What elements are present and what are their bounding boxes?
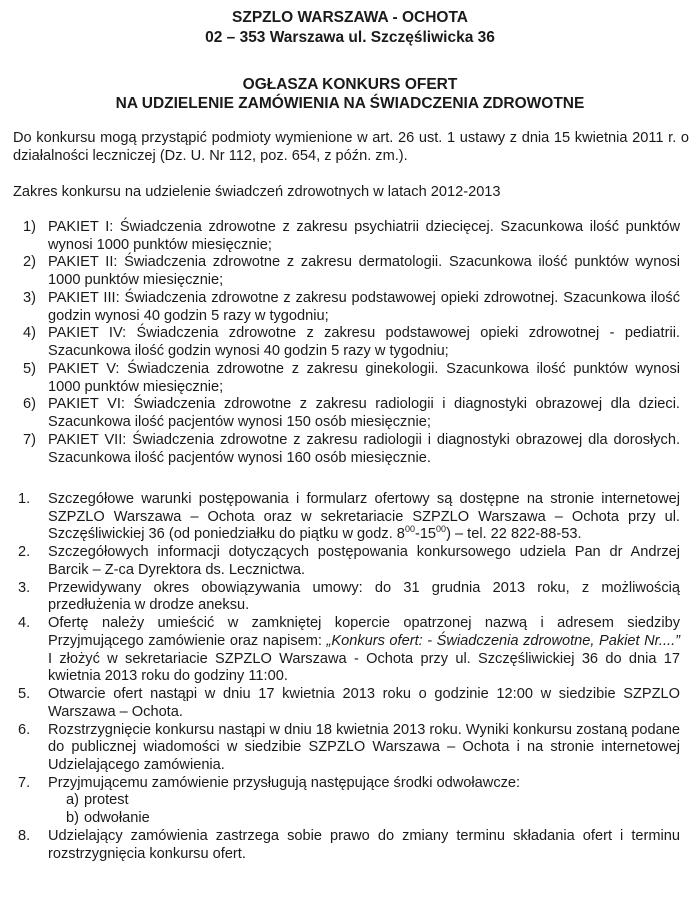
package-text: PAKIET I: Świadczenia zdrowotne z zakresu psychiatrii dziecięcej. Szacunkowa ilość punktów wynosi 1000 punktów miesięcznie; <box>48 219 680 253</box>
term-text: Udzielający zamówienia zastrzega sobie prawo do zmiany terminu składania ofert i terminu rozstrzygnięcia konkursu ofert. <box>48 828 680 862</box>
term-number: 1. <box>18 491 31 507</box>
hour-superscript: 00 <box>404 524 415 535</box>
appeal-measure-text: protest <box>84 792 129 809</box>
package-item <box>10 254 680 289</box>
term-number: 7. <box>18 774 31 791</box>
package-item <box>10 219 680 254</box>
package-number: 6) <box>23 396 36 413</box>
term-text-part: Ofertę należy umieścić w zamkniętej kopercie opatrzonej nazwą i adresem siedziby Przyjmującego zamówienie oraz napisem: <box>48 615 680 649</box>
term-item <box>10 544 680 579</box>
term-text: Otwarcie ofert nastąpi w dniu 17 kwietnia 2013 roku o godzinie 12:00 w siedzibie SZPZLO Warszawa – Ochota. <box>48 686 680 720</box>
package-list <box>10 219 680 467</box>
term-item <box>10 686 680 721</box>
term-text: Szczegółowych informacji dotyczących postępowania konkursowego udziela Pan dr Andrzej Barcik – Z-ca Dyrektora ds. Lecznictwa. <box>48 544 680 578</box>
hour-superscript: 00 <box>436 524 447 535</box>
package-item <box>10 361 680 396</box>
package-number: 3) <box>23 289 36 306</box>
announcement-subtitle: NA UDZIELENIE ZAMÓWIENIA NA ŚWIADCZENIA ZDROWOTNE <box>115 95 585 112</box>
envelope-label: „Konkurs ofert: - Świadczenia zdrowotne, Pakiet Nr....” <box>326 632 681 649</box>
term-text-part: Szczegółowe warunki postępowania i formularz ofertowy są dostępne na stronie internetowej SZPZLO Warszawa – Ochota oraz w sekretariacie SZPZLO Warszawa – Ochota przy ul. Szczęśliwickiej 36 (od poniedziałku do piątku w godz. 8 <box>48 491 680 543</box>
term-item <box>10 491 680 544</box>
appeal-measure-letter: a) <box>66 792 79 809</box>
institution-name: SZPZLO WARSZAWA - OCHOTA <box>232 9 468 26</box>
appeal-measures-list <box>48 792 680 827</box>
term-number: 4. <box>18 615 31 632</box>
intro-paragraph: Do konkursu mogą przystąpić podmioty wymienione w art. 26 ust. 1 ustawy z dnia 15 kwietnia 2011 r. o działalności leczniczej (Dz. U. Nr 112, poz. 654, z późn. zm.). <box>13 130 689 164</box>
term-number: 8. <box>18 828 31 845</box>
package-text: PAKIET VII: Świadczenia zdrowotne z zakresu radiologii i diagnostyki obrazowej dla dorosłych. Szacunkowa ilość pacjentów wynosi 160 osób miesięcznie. <box>48 431 680 466</box>
term-item <box>10 775 680 828</box>
terms-list <box>10 491 680 864</box>
announcement-title: OGŁASZA KONKURS OFERT <box>242 76 458 93</box>
appeal-measure-letter: b) <box>66 810 79 827</box>
term-text <box>48 491 680 542</box>
appeal-measure-text: odwołanie <box>84 810 150 827</box>
term-item <box>10 828 680 863</box>
scope-heading: Zakres konkursu na udzielenie świadczeń zdrowotnych w latach 2012-2013 <box>13 184 501 200</box>
term-number: 3. <box>18 579 31 596</box>
term-number: 5. <box>18 686 31 703</box>
package-text: PAKIET VI: Świadczenia zdrowotne z zakresu radiologii i diagnostyki obrazowej dla dzieci. Szacunkowa ilość pacjentów wynosi 150 osób miesięcznie; <box>48 396 680 431</box>
package-number: 2) <box>23 254 36 271</box>
package-text: PAKIET IV: Świadczenia zdrowotne z zakresu podstawowej opieki zdrowotnej - pediatrii. Szacunkowa ilość godzin wynosi 40 godzin 5 razy w tygodniu; <box>48 325 680 360</box>
institution-address: 02 – 353 Warszawa ul. Szczęśliwicka 36 <box>205 29 495 46</box>
package-number: 1) <box>23 219 36 235</box>
term-item <box>10 722 680 775</box>
term-text-part: I złożyć w sekretariacie SZPZLO Warszawa - Ochota przy ul. Szczęśliwickiej 36 do dnia 17 kwietnia 2013 roku do godziny 11:00. <box>48 650 680 685</box>
package-number: 4) <box>23 325 36 342</box>
appeal-measure-item <box>48 810 680 828</box>
term-text-part: ) – tel. 22 822-88-53. <box>446 526 582 543</box>
package-text: PAKIET V: Świadczenia zdrowotne z zakresu ginekologii. Szacunkowa ilość punktów wynosi 1000 punktów miesięcznie; <box>48 360 680 395</box>
package-item <box>10 396 680 431</box>
term-text <box>48 615 680 684</box>
package-number: 7) <box>23 431 36 448</box>
package-text: PAKIET II: Świadczenia zdrowotne z zakresu dermatologii. Szacunkowa ilość punktów wynosi 1000 punktów miesięcznie; <box>48 254 680 289</box>
term-item <box>10 580 680 615</box>
package-item <box>10 432 680 467</box>
appeal-measure-item <box>48 792 680 810</box>
package-text: PAKIET III: Świadczenia zdrowotne z zakresu podstawowej opieki zdrowotnej. Szacunkowa ilość godzin wynosi 40 godzin 5 razy w tygodniu; <box>48 289 680 324</box>
term-number: 6. <box>18 721 31 738</box>
term-item <box>10 615 680 685</box>
term-text: Przyjmującemu zamówienie przysługują następujące środki odwoławcze: <box>48 774 521 791</box>
package-item <box>10 325 680 360</box>
package-number: 5) <box>23 360 36 377</box>
term-text: Przewidywany okres obowiązywania umowy: do 31 grudnia 2013 roku, z możliwością przedłużenia w drodze aneksu. <box>48 579 680 614</box>
package-item <box>10 290 680 325</box>
term-number: 2. <box>18 544 31 561</box>
term-text: Rozstrzygnięcie konkursu nastąpi w dniu 18 kwietnia 2013 roku. Wyniki konkursu zostaną podane do publicznej wiadomości w siedzibie SZPZLO Warszawa – Ochota i na stronie internetowej Udzielającego zamówienia. <box>48 721 680 773</box>
term-text-part: -15 <box>414 526 437 543</box>
